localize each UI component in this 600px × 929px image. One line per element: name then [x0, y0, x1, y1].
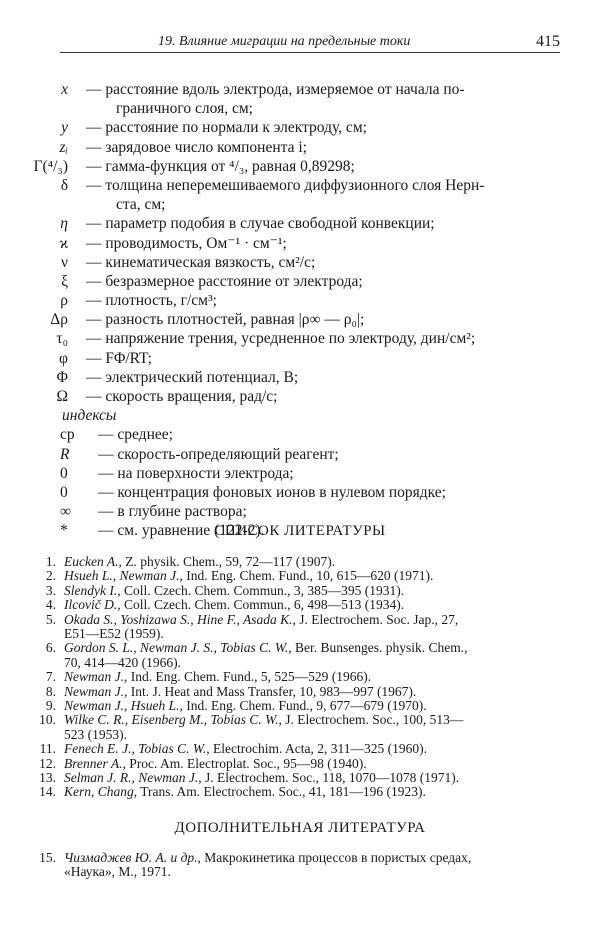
index-symbol: 0	[60, 464, 68, 482]
reference-authors: Brenner A.	[64, 755, 123, 771]
reference-source: , J. Electrochem. Soc., 100, 513—	[278, 712, 464, 728]
reference-authors: Fenech E. J., Tobias C. W.	[64, 741, 207, 757]
symbol: x	[61, 81, 68, 98]
symbol: φ	[59, 349, 68, 367]
reference-authors: Newman J.	[64, 683, 124, 699]
reference-text	[64, 742, 427, 756]
symbol: Γ(⁴/₃)	[33, 157, 68, 175]
reference-text	[64, 685, 416, 699]
reference-item	[30, 613, 570, 642]
symbol-row	[20, 80, 580, 99]
reference-number: 1.	[45, 554, 56, 569]
reference-source: , Int. J. Heat and Mass Transfer, 10, 983—997 (1967).	[124, 683, 417, 699]
reference-text	[64, 785, 426, 799]
symbol-row	[20, 387, 580, 406]
symbol-row	[20, 310, 580, 329]
reference-number: 5.	[45, 611, 56, 627]
reference-source: , Ind. Eng. Chem. Fund., 5, 525—529 (1966).	[124, 669, 372, 685]
symbol-description: — расстояние вдоль электрода, измеряемое от начала по-	[86, 81, 465, 98]
symbol-row	[20, 214, 580, 233]
symbol: ξ	[61, 272, 68, 290]
symbol-row-continuation	[20, 99, 580, 118]
reference-authors: Newman J., Hsueh L.	[64, 697, 180, 713]
symbol-row	[20, 272, 580, 291]
reference-number: 12.	[39, 755, 56, 771]
symbol-description: — гамма-функция от ⁴/₃, равная 0,89298;	[86, 157, 355, 175]
reference-number: 8.	[45, 683, 56, 699]
index-row	[20, 445, 580, 464]
symbol-row	[20, 329, 580, 348]
reference-source: , Trans. Am. Electrochem. Soc., 41, 181—196 (1923).	[133, 784, 426, 800]
symbol-row	[20, 349, 580, 368]
reference-authors: Ilcovič D.	[64, 597, 118, 613]
running-header	[60, 30, 560, 53]
page-number: 415	[536, 33, 560, 50]
reference-number: 2.	[45, 568, 56, 584]
reference-authors: Hsueh L., Newman J.	[64, 568, 180, 584]
symbol-description: — безразмерное расстояние от электрода;	[86, 272, 363, 290]
reference-source: , J. Electrochem. Soc. Jap., 27,	[292, 611, 459, 627]
symbol-row-continuation	[20, 195, 580, 214]
reference-item	[30, 713, 570, 742]
reference-authors: Newman J.	[64, 669, 124, 685]
symbol-description: — электрический потенциал, В;	[86, 368, 299, 386]
reference-source: , Z. physik. Chem., 59, 72—117 (1907).	[118, 554, 336, 569]
reference-item	[30, 569, 570, 583]
symbol-description: — разность плотностей, равная |ρ∞ — ρ₀|;	[86, 311, 365, 329]
reference-item	[30, 598, 570, 612]
reference-source: , Ind. Eng. Chem. Fund., 10, 615—620 (1971).	[179, 568, 434, 584]
index-row	[20, 502, 580, 521]
reference-source: , Coll. Czech. Chem. Commun., 6, 498—513 (1934).	[117, 597, 405, 613]
reference-authors: Kern, Chang	[64, 784, 134, 800]
reference-text	[64, 670, 371, 684]
index-symbol: ∞	[60, 503, 72, 521]
reference-text	[64, 757, 367, 771]
symbol-description: — напряжение трения, усредненное по электроду, дин/см²;	[86, 330, 476, 348]
reference-item	[30, 851, 570, 880]
reference-text	[64, 851, 471, 865]
index-symbol: *	[60, 522, 68, 540]
symbol-row	[20, 138, 580, 157]
reference-list	[30, 555, 570, 800]
reference-source: , Ind. Eng. Chem. Fund., 9, 677—679 (1970).	[179, 697, 427, 713]
index-description: — в глубине раствора;	[98, 503, 247, 521]
reference-source: , Proc. Am. Electroplat. Soc., 95—98 (1940).	[122, 755, 367, 771]
reference-item	[30, 785, 570, 799]
reference-item	[30, 670, 570, 684]
index-description: — см. уравнение (122-2).	[98, 522, 265, 540]
reference-authors: Selman J. R., Newman J.	[64, 769, 199, 785]
index-row	[20, 483, 580, 502]
additional-reference-list	[30, 851, 570, 880]
reference-item	[30, 742, 570, 756]
reference-text	[64, 598, 404, 612]
reference-number: 9.	[45, 697, 56, 713]
index-symbol: 0	[60, 483, 68, 501]
index-symbol: ср	[60, 426, 75, 444]
reference-continuation: 523 (1953).	[64, 726, 127, 742]
reference-source: , Макрокинетика процессов в пористых средах,	[197, 850, 472, 865]
reference-continuation: «Наука», М., 1971.	[64, 864, 171, 880]
reference-number: 4.	[45, 597, 56, 613]
reference-number: 3.	[45, 582, 56, 598]
symbol: η	[60, 215, 68, 233]
symbol-list	[20, 80, 580, 541]
index-description: — скорость-определяющий реагент;	[98, 445, 339, 463]
symbol-row	[20, 253, 580, 272]
reference-text	[64, 613, 458, 627]
reference-continuation: E51—E52 (1959).	[64, 625, 164, 641]
symbol-description: — зарядовое число компонента i;	[86, 138, 307, 156]
symbol: Φ	[56, 368, 68, 386]
symbol: τ₀	[56, 330, 68, 348]
symbol: y	[61, 119, 68, 137]
symbol-row	[20, 291, 580, 310]
symbol-description: — расстояние по нормали к электроду, см;	[86, 119, 367, 137]
reference-source: , Electrochim. Acta, 2, 311—325 (1960).	[206, 741, 427, 757]
reference-text	[64, 699, 427, 713]
symbol: ρ	[60, 292, 68, 310]
index-row	[20, 425, 580, 444]
additional-heading: ДОПОЛНИТЕЛЬНАЯ ЛИТЕРАТУРА	[174, 820, 426, 836]
symbol-row	[20, 234, 580, 253]
reference-number: 7.	[45, 669, 56, 685]
symbol-description-continuation: граничного слоя, см;	[116, 100, 253, 118]
index-description: — на поверхности электрода;	[98, 464, 294, 482]
reference-text	[64, 555, 335, 569]
reference-authors: Чизмаджев Ю. А. и др.	[64, 850, 198, 865]
reference-number: 13.	[39, 769, 56, 785]
reference-item	[30, 685, 570, 699]
reference-text	[64, 713, 463, 727]
reference-number: 10.	[39, 712, 56, 728]
index-row	[20, 464, 580, 483]
reference-authors: Slendyk I.	[64, 582, 118, 598]
index-description: — среднее;	[98, 426, 173, 444]
symbol-description: — параметр подобия в случае свободной конвекции;	[86, 215, 435, 233]
reference-number: 14.	[39, 784, 56, 800]
symbol-description: — проводимость, Ом⁻¹ · см⁻¹;	[86, 234, 287, 252]
reference-text	[64, 771, 459, 785]
reference-authors: Okada S., Yoshizawa S., Hine F., Asada K.	[64, 611, 293, 627]
symbol-description-continuation: ста, см;	[116, 196, 166, 214]
reference-text	[64, 569, 433, 583]
symbol: Δρ	[50, 311, 68, 329]
symbol-description: — кинематическая вязкость, см²/с;	[86, 253, 316, 271]
chapter-title: 19. Влияние миграции на предельные токи	[158, 34, 411, 49]
symbol-row	[20, 157, 580, 176]
symbol: Ω	[56, 388, 68, 405]
index-description: — концентрация фоновых ионов в нулевом порядке;	[98, 483, 446, 501]
symbol: zᵢ	[59, 138, 68, 156]
references-heading: СПИСОК ЛИТЕРАТУРЫ	[214, 523, 386, 539]
symbol-description: — скорость вращения, рад/с;	[86, 388, 278, 405]
symbol: ν	[60, 253, 68, 271]
reference-item	[30, 584, 570, 598]
symbol-row	[20, 118, 580, 137]
reference-number: 11.	[39, 741, 56, 757]
reference-authors: Wilke C. R., Eisenberg M., Tobias C. W.	[64, 712, 279, 728]
symbol-row	[20, 368, 580, 387]
reference-item	[30, 771, 570, 785]
reference-source: , J. Electrochem. Soc., 118, 1070—1078 (1971).	[198, 769, 460, 785]
reference-authors: Eucken A.	[64, 554, 119, 569]
reference-authors: Gordon S. L., Newman J. S., Tobias C. W.	[64, 640, 289, 656]
indices-label: индексы	[62, 407, 117, 425]
symbol: ϰ	[59, 234, 68, 252]
reference-item	[30, 555, 570, 569]
index-symbol: R	[60, 445, 70, 463]
reference-source: , Coll. Czech. Chem. Commun., 3, 385—395 (1931).	[117, 582, 405, 598]
symbol-row	[20, 176, 580, 195]
reference-item	[30, 757, 570, 771]
reference-continuation: 70, 414—420 (1966).	[64, 654, 181, 670]
reference-number: 15.	[39, 850, 56, 865]
reference-source: , Ber. Bunsenges. physik. Chem.,	[288, 640, 468, 656]
symbol: δ	[60, 176, 68, 194]
reference-text	[64, 584, 404, 598]
reference-item	[30, 641, 570, 670]
symbol-description: — FΦ/RT;	[86, 349, 152, 367]
reference-number: 6.	[45, 640, 56, 656]
symbol-description: — толщина неперемешиваемого диффузионного слоя Нерн-	[86, 176, 485, 194]
reference-item	[30, 699, 570, 713]
reference-text	[64, 641, 468, 655]
symbol-description: — плотность, г/см³;	[86, 292, 217, 310]
